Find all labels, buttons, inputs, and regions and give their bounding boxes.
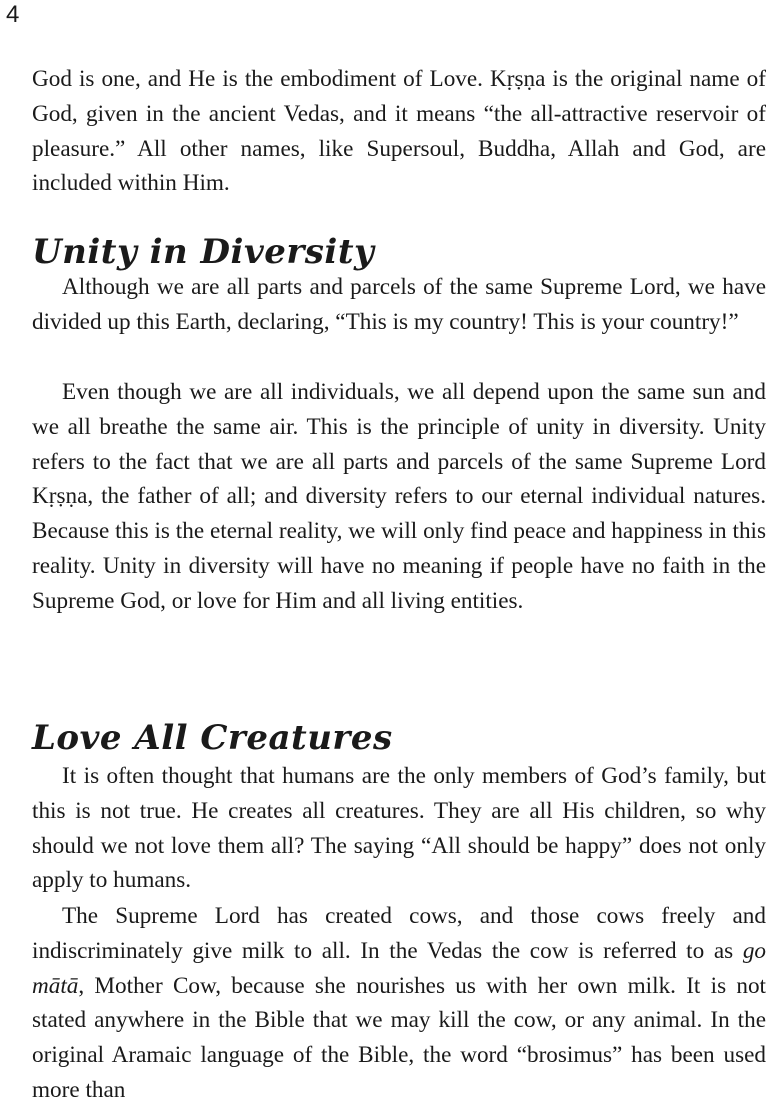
love-paragraph-1: It is often thought that humans are the only members of God’s family, but this is not true. He creates all creatures. They are all His children, so why should we not love them all? The saying “All should be happy” does not only apply to humans. <box>32 763 766 894</box>
heading-love-all-creatures: Love All Creatures <box>32 718 393 758</box>
intro-paragraph: God is one, and He is the embodiment of Love. Kṛṣṇa is the original name of God, given in the ancient Vedas, and it means “the all-attractive reservoir of pleasure.” All other names, like Supersoul, Buddha, Allah and God, are included within Him. <box>32 66 766 197</box>
love-paragraph-2-part-1: The Supreme Lord has created cows, and those cows freely and indiscriminately give milk to all. In the Vedas the cow is referred to as <box>32 903 766 964</box>
love-paragraph-2 <box>32 899 766 1108</box>
heading-unity-in-diversity: Unity in Diversity <box>32 232 375 272</box>
page-number: 4 <box>6 1 20 28</box>
term-go-mata: go mātā <box>32 937 766 999</box>
unity-paragraph-2: Even though we are all individuals, we all depend upon the same sun and we all breathe the same air. This is the principle of unity in diversity. Unity refers to the fact that we are all parts and parcels of the same Supreme Lord Kṛṣṇa, the father of all; and diversity refers to our eternal individual natures. Because this is the eternal reality, we will only find peace and happiness in this reality. Unity in diversity will have no meaning if people have no faith in the Supreme God, or love for Him and all living entities. <box>32 379 766 614</box>
unity-paragraph-1: Although we are all parts and parcels of the same Supreme Lord, we have divided up this Earth, declaring, “This is my country! This is your country!” <box>32 274 766 335</box>
love-paragraph-2-part-2: , Mother Cow, because she nourishes us with her own milk. It is not stated anywhere in the Bible that we may kill the cow, or any animal. In the original Aramaic language of the Bible, the word “brosimus” has been used more than <box>32 972 766 1103</box>
